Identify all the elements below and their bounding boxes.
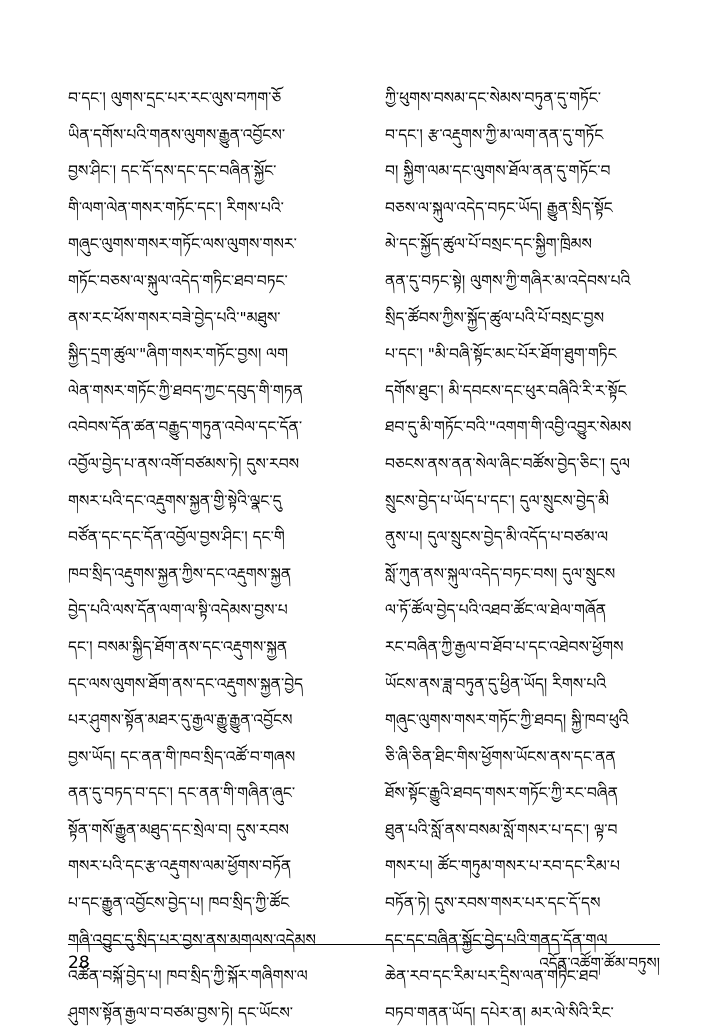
page-footer [68,950,660,976]
text-line: ནས་རང་ཕོས་གསར་བཟེ་བྱེད་པའི་"མཐུས་ [68,308,281,327]
text-line: བཅངས་ནས་ནན་སེལ་ཞིང་བཚོས་བྱེད་ཅིང་། དུལ [385,454,630,473]
text-line: བ་དང་། རྩ་འརྡུགས་ཀྱི་མ་ལག་ནན་དུ་གཏོང [385,125,604,144]
text-line: གཞུང་ལུགས་གསར་གཏོང་ལས་ལུགས་གསར་ [68,235,297,254]
text-line: འབྱོལ་བྱེད་པ་ནས་འགོ་བཙམས་ཏེ། དུས་རབས [68,454,300,473]
text-line: ནུས་པ། དུལ་སྲུངས་བྱེད་མི་འདོད་པ་བཙམ་ལ [385,528,609,547]
text-line: འབེབས་དོན་ཚན་བརྒྱུད་གཏུན་འབེལ་དང་དོན་ [68,418,303,437]
text-line: ཐུན་པའི་སློ་ནས་བསམ་སློ་གསར་པ་དང་། ལྟ་བ [385,820,618,839]
text-line: སྟོན་གསོ་རྒྱུན་མཐུད་དང་སྲེལ་བ། དུས་རབས [68,820,289,839]
text-line: ཐོས་སྟོང་རྒྱུའི་ཐབད་གསར་གཏོང་ཀྱི་རང་བཞིན [385,784,618,803]
text-line: ཅི་ཞི་ཅིན་ཐིང་གིས་ཕྱོགས་ཡོངས་ནས་དང་ནན [385,747,616,766]
text-line: ཡིན་དགོས་པའི་གནས་ལུགས་རྒྱུན་འབྱོངས་ [68,125,286,144]
text-line: ལ་ཏོ་ཚོལ་བྱེད་པའི་འཐབ་ཚོང་ལ་ཐེལ་གཞོན [385,601,607,620]
text-line: སྲིད་ཚོབས་ཀྱིས་སྐྱོད་ཚུལ་པའི་པོ་བསྲང་བྱས [385,308,605,327]
text-line: བཏབ་གནན་ཡོད། དཔེར་ན། མར་ལེ་སིའི་རིང་ [385,1003,614,1022]
footer-title: འདོན་འཚོག་ཚོམ་བཏུས། [539,954,660,972]
text-line: པར་ཤུགས་སྟོན་མཐར་དུ་རྒྱལ་རྒྱུ་རྒྱུན་འབྱོངས [68,711,293,730]
text-line: གི་ལག་ལེན་གསར་གཏོང་དང་། རིགས་པའི་ [68,198,284,217]
text-line: དང་དང་བཞིན་སྐྱོང་བྱེད་པའི་གནད་དོན་གལ [385,930,608,949]
text-line: བ། སྐྱིག་ལམ་དང་ལུགས་ཐོལ་ནན་དུ་གཏོང་བ [385,162,611,181]
text-line: ཤུགས་སྟོན་རྒྱལ་བ་བཙམ་བྱས་ཏེ། དང་ཡོངས་ [68,1003,294,1022]
text-line: མེ་དང་སྐྱོད་ཚུལ་པོ་བསྲང་དང་སྐྱིག་ཁྲིམས [385,235,593,254]
text-line: དགོས་ཐུང་། མི་དབངས་དང་ཕུར་བཞིའི་རི་ར་སྟོང [385,381,627,400]
text-line: ཡོངས་ནས་ཟླ་བཏུན་དུ་ཕྱིན་ཡོད། རིགས་པའི [385,674,607,693]
text-line: འཚོན་བསྐོ་བྱེད་པ། ཁབ་སྲིད་ཀྱི་སྐོར་གཞིགས་ལ [68,967,308,986]
text-line: གསར་པའི་དང་འརྡུགས་སྐྱན་གྱི་སྟེའི་ལྣང་དུ [68,491,282,510]
text-line: བྱས་ཤིང་། དང་དོ་དས་དང་དང་བཞིན་སྐྱོང་ [68,162,277,181]
text-line: བྱས་ཡོད། དང་ནན་གི་ཁབ་སྲིད་འཚོ་བ་གཞས [68,747,296,766]
text-line: སྐྱིད་དྲག་ཚུལ་"ཞིག་གསར་གཏོང་བྱས། ལག [68,345,289,364]
text-line: ཀྱི་ཕུགས་བསམ་དང་སེམས་བཏུན་དུ་གཏོང་ [385,89,601,107]
text-line: ལེན་གསར་གཏོང་ཀྱི་ཐབད་ཀྱང་དབུད་གི་གཏན [68,381,303,400]
text-line: ནན་དུ་བཏང་སྟེ། ལུགས་ཀྱི་གཞིར་མ་འདེབས་པའི [385,271,631,290]
text-line: གསར་པའི་དང་རྩ་འརྡུགས་ལམ་ཕྱོགས་བཏོན [68,857,292,876]
text-line: བྱེད་པའི་ལས་དོན་ལག་ལ་སྟི་འདེམས་བྱས་པ [68,601,288,620]
text-line: པ་དང་རྒྱུན་འབྱོངས་བྱེད་པ། ཁབ་སྲིད་ཀྱི་ཚོང [68,894,290,913]
text-line: རང་བཞིན་ཀྱི་རྒྱལ་བ་ཐོབ་པ་དང་འཐེབས་ཕྱོགས [385,637,624,656]
text-line: བཏོན་ཏེ། དུས་རབས་གསར་པར་དང་དོ་དས [385,894,601,913]
text-line: ཆེན་རབ་དང་རིམ་པར་དྲིས་ལན་གཏིང་ཐབ [385,967,599,986]
page-number: 28 [68,953,90,973]
text-line: གཞུང་ལུགས་གསར་གཏོང་ཀྱི་ཐབད། སྐྱི་ཁབ་ཕུའི [385,711,629,730]
text-line: གསར་པ། ཚོང་གཏུམ་གསར་པ་རབ་དང་རིམ་པ [385,857,620,876]
text-line: བ་དང་། ལུགས་དྲང་པར་རང་ལུས་བཀག་ཅོ [68,89,282,107]
text-line: དང་། བསམ་སྐྱིད་ཐོག་ནས་དང་འརྡུགས་སྐྱན [68,637,288,656]
footer-divider [68,944,660,945]
text-line: གཞི་འབྱུང་དུ་སྲིད་པར་བྱས་ནས་མགལས་འདེམས [68,930,317,949]
text-line: ནན་དུ་བཏད་བ་དང་། དང་ནན་གི་གཞིན་ཞུང་ [68,784,296,803]
text-line: དང་ལས་ལུགས་ཐོག་ནས་དང་འརྡུགས་སྐྱན་བྱེད [68,674,304,693]
text-line: པ་དང་། "མི་བཞི་སྟོང་མང་པོར་ཐོག་ཐུག་གཏིང [385,345,617,364]
text-line: སྲུངས་བྱེད་པ་ཡོད་པ་དང་། དུལ་སྲུངས་བྱེད་མི [385,491,610,510]
text-line: ཁབ་སྲིད་འརྡུགས་སྐྱན་ཀྱིས་དང་འརྡུགས་སྐྱན [68,564,292,583]
text-line: བཅས་ལ་སྐུལ་འདེད་བཏང་ཡོད། རྒྱུན་སྲིད་སྟོང [385,198,613,217]
text-line: ཐབ་དུ་མི་གཏོང་བའི་"འགག་གི་འབྱི་འབྱུར་སེམས [385,418,632,437]
text-line: སློ་ཀུན་ནས་སྐུལ་འདེད་བཏང་བས། དུལ་སྲུངས [385,564,616,583]
text-line: གཏོང་བཅས་ལ་སྐུལ་འདེད་གཏིང་ཐབ་བཏང་ [68,271,288,290]
text-line: བཙོན་དང་དང་དོན་འབྱོལ་བྱས་ཤིང་། དང་གི [68,528,285,547]
